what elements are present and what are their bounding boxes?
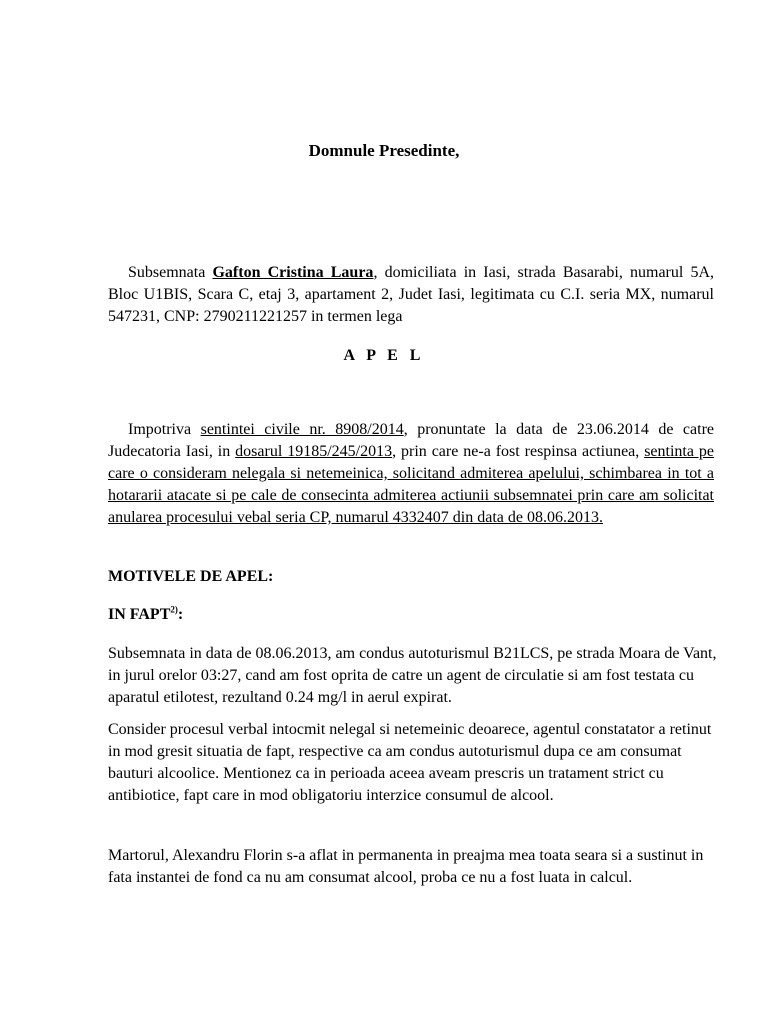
impotriva-prefix: Impotriva xyxy=(128,421,201,438)
impotriva-paragraph xyxy=(108,419,714,529)
dosar-reference: dosarul 19185/245/2013 xyxy=(235,443,393,460)
apel-heading: A P E L xyxy=(343,347,425,364)
impotriva-mid2: , prin care ne-a fost respinsa actiunea, xyxy=(392,443,645,460)
in-fapt-label: IN FAPT xyxy=(108,606,171,623)
impotriva-request: sentinta pe care o consideram nelegala si netemeinica, solicitand admiterea apelului, schimbarea in tot a hotararii atacate si pe cale de consecinta admiterea actiunii subsemnatei prin care am solicitat anularea procesului vebal seria CP, numarul 4332407 din data de 08.06.2013. xyxy=(108,443,714,526)
appellant-name: Gafton Cristina Laura xyxy=(212,264,374,281)
in-fapt-footnote-ref: 2) xyxy=(170,604,178,615)
sentinta-reference: sentintei civile nr. 8908/2014 xyxy=(200,421,404,438)
motivele-heading: MOTIVELE DE APEL: xyxy=(108,568,274,585)
salutation-title: Domnule Presedinte, xyxy=(308,141,460,160)
intro-prefix: Subsemnata xyxy=(128,264,213,281)
fact-paragraph-1: Subsemnata in data de 08.06.2013, am condus autoturismul B21LCS, pe strada Moara de Vant, in jurul orelor 03:27, cand am fost oprita de catre un agent de circulatie si am fost testata cu aparatul etilotest, rezultand 0.24 mg/l in aerul expirat. xyxy=(108,645,717,706)
intro-paragraph xyxy=(108,262,714,328)
impotriva-mid1: , pronuntate la data de 23.06.2014 de catre Judecatoria Iasi, in xyxy=(108,421,715,460)
fact-paragraph-3: Martorul, Alexandru Florin s-a aflat in permanenta in preajma mea toata seara si a sustinut in fata instantei de fond ca nu am consumat alcool, proba ce nu a fost luata in calcul. xyxy=(108,847,704,886)
fact-paragraph-2: Consider procesul verbal intocmit nelegal si netemeinic deoarece, agentul constatator a retinut in mod gresit situatia de fapt, respective ca am condus autoturismul dupa ce am consumat bauturi alcoolice. Mentionez ca in perioada aceea aveam prescris un tratament strict cu antibiotice, fapt care in mod obligatoriu interzice consumul de alcool. xyxy=(108,721,712,804)
in-fapt-colon: : xyxy=(177,606,184,623)
intro-rest: , domiciliata in Iasi, strada Basarabi, numarul 5A, Bloc U1BIS, Scara C, etaj 3, apartament 2, Judet Iasi, legitimata cu C.I. seria MX, numarul 547231, CNP: 2790211221257 in termen lega xyxy=(108,264,715,325)
in-fapt-heading xyxy=(108,604,183,626)
